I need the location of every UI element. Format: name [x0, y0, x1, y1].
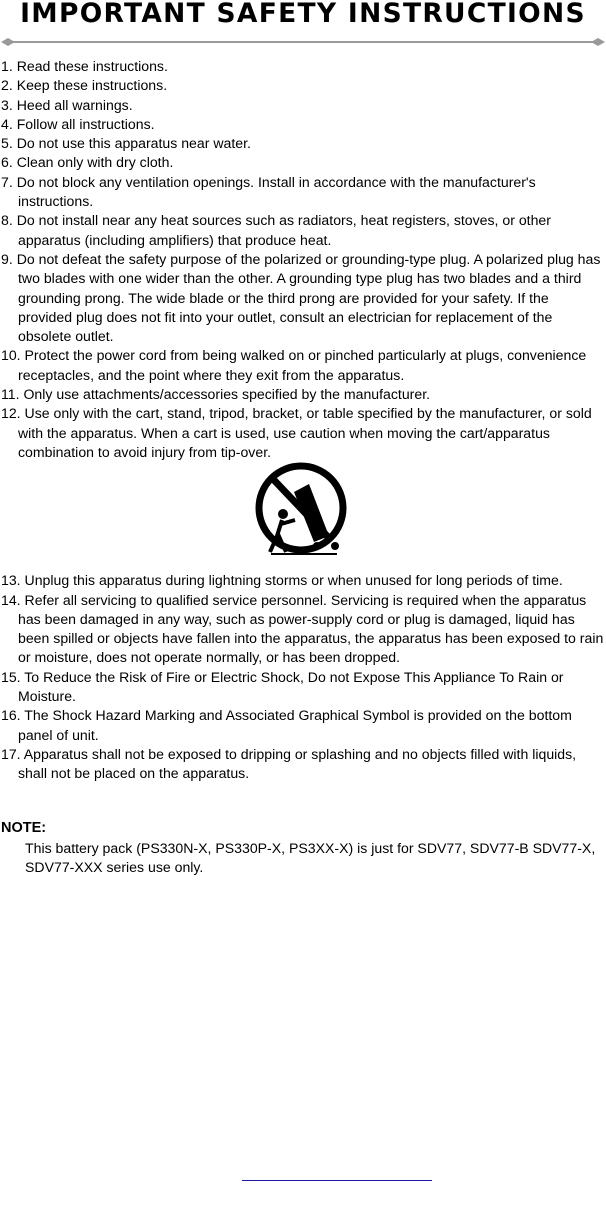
- instruction-item-16: 16. The Shock Hazard Marking and Associated Graphical Symbol is provided on the bottom panel of unit.: [1, 707, 572, 743]
- note-label: NOTE:: [1, 820, 47, 836]
- instruction-item-6: 6. Clean only with dry cloth.: [1, 154, 174, 171]
- title-divider: [0, 35, 606, 49]
- instruction-item-13: 13. Unplug this apparatus during lightning storms or when unused for long periods of time.: [1, 572, 563, 589]
- instruction-item-3: 3. Heed all warnings.: [1, 96, 133, 113]
- tip-over-figure: [1, 462, 606, 571]
- instruction-item-5: 5. Do not use this apparatus near water.: [1, 135, 251, 152]
- instruction-item-1: 1. Read these instructions.: [1, 58, 168, 74]
- page-title: IMPORTANT SAFETY INSTRUCTIONS: [20, 0, 586, 29]
- instruction-item-17: 17. Apparatus shall not be exposed to dripping or splashing and no objects filled with liquids, shall not be placed on the apparatus.: [1, 745, 577, 782]
- instruction-item-8: 8. Do not install near any heat sources such as radiators, heat registers, stoves, or other apparatus (including amplifiers) that produce heat.: [1, 212, 551, 248]
- footer-rule: [242, 1180, 432, 1181]
- instruction-item-12: 12. Use only with the cart, stand, tripod, bracket, or table specified by the manufacturer, or sold with the apparatus. When a cart is used, use caution when moving the cart/apparatus combination to avoid injury from tip-over.: [1, 405, 592, 460]
- instruction-item-11: 11. Only use attachments/accessories specified by the manufacturer.: [1, 386, 431, 403]
- instruction-item-10: 10. Protect the power cord from being walked on or pinched particularly at plugs, convenience receptacles, and the point where they exit from the apparatus.: [1, 347, 587, 383]
- instruction-item-4: 4. Follow all instructions.: [1, 115, 155, 132]
- note-text: This battery pack (PS330N-X, PS330P-X, PS3XX-X) is just for SDV77, SDV77-B SDV77-X, SDV77-XXX series use only.: [25, 840, 596, 876]
- instruction-item-15: 15. To Reduce the Risk of Fire or Electric Shock, Do not Expose This Appliance To Rain or Moisture.: [1, 668, 564, 705]
- instruction-item-7: 7. Do not block any ventilation openings. Install in accordance with the manufacturer's instructions.: [1, 173, 536, 210]
- safety-instructions-list: [1, 57, 606, 784]
- instruction-item-9: 9. Do not defeat the safety purpose of the polarized or grounding-type plug. A polarized plug has two blades with one wider than the other. A grounding type plug has two blades and a third grounding prong. The wide blade or the third prong are provided for your safety. If the provided plug does not fit into your outlet, consult an electrician for replacement of the obsolete outlet.: [1, 250, 601, 345]
- cart-tip-over-warning-icon: [250, 462, 352, 562]
- instruction-item-2: 2. Keep these instructions.: [1, 77, 168, 94]
- instruction-item-14: 14. Refer all servicing to qualified service personnel. Servicing is required when the apparatus has been damaged in any way, such as power-supply cord or plug is damaged, liquid has been spilled or objects have fallen into the apparatus, the apparatus has been exposed to rain or moisture, does not operate normally, or has been dropped.: [1, 591, 604, 666]
